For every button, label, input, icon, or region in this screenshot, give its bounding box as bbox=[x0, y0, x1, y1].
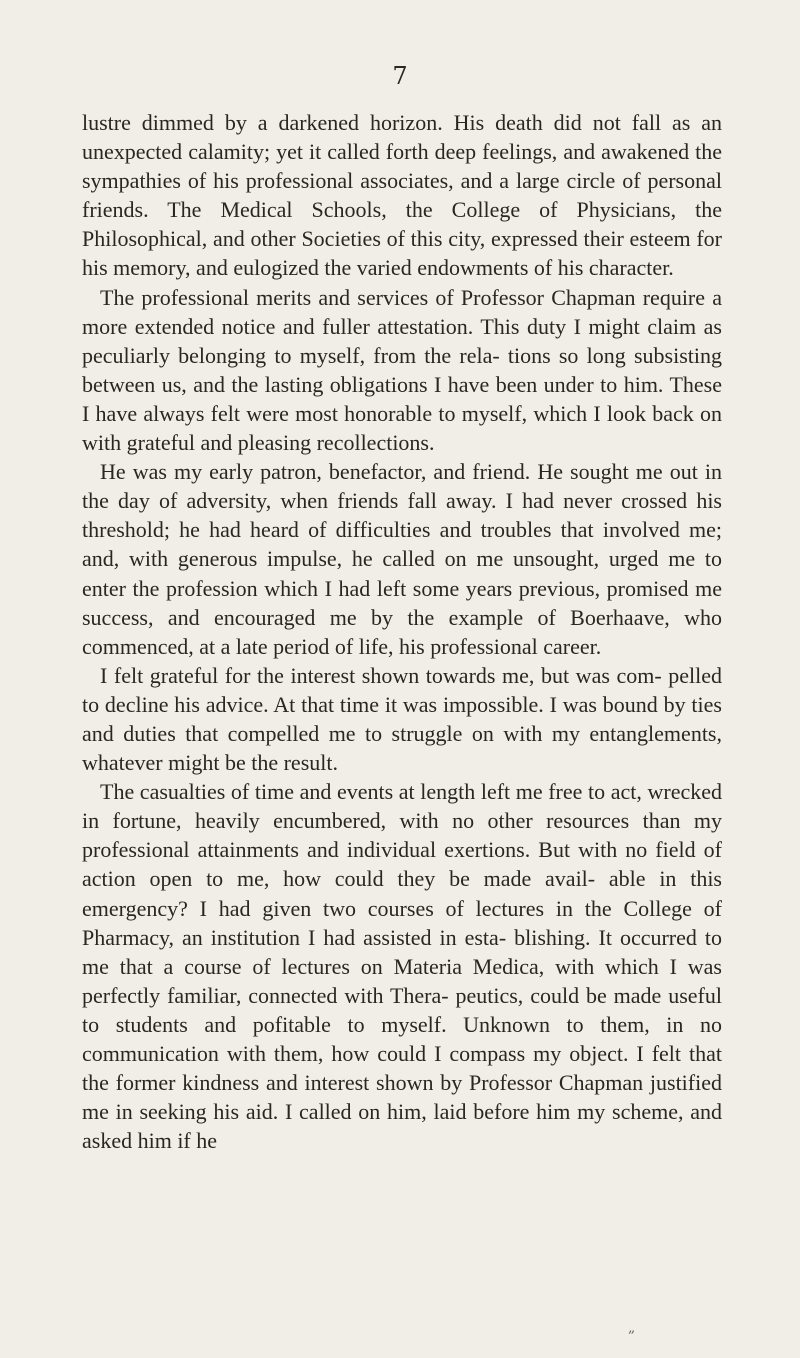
page-number: 7 bbox=[392, 62, 408, 90]
paragraph-2: The professional merits and services of Professor Chapman require a more extended notice and fuller attestation. This duty I might claim as peculiarly belonging to myself, from the rela- tions so long subsisting between us, and the lasting obligations I have been under to him. These I have always felt were most honorable to myself, which I look back on with grateful and pleasing recollections. bbox=[82, 284, 722, 456]
paragraph-1: lustre dimmed by a darkened horizon. His death did not fall as an unexpected calamity; yet it called forth deep feelings, and awakened the sympathies of his professional associates, and a large circle of personal friends. The Medical Schools, the College of Physicians, the Philosophical, and other Societies of this city, expressed their esteem for his memory, and eulogized the varied endowments of his character. bbox=[82, 110, 722, 281]
paragraph-4: I felt grateful for the interest shown towards me, but was com- pelled to decline his advice. At that time it was impossible. I was bound by ties and duties that compelled me to struggle on with my entanglements, whatever might be the result. bbox=[82, 662, 722, 776]
printer-mark: „ bbox=[628, 1320, 636, 1336]
paragraph-5: The casualties of time and events at length left me free to act, wrecked in fortune, heavily encumbered, with no other resources than my professional attainments and individual exertions. But with no field of action open to me, how could they be made avail- able in this emergency? I had given two courses of lectures in the College of Pharmacy, an institution I had assisted in esta- blishing. It occurred to me that a course of lectures on Materia Medica, with which I was perfectly familiar, connected with Thera- peutics, could be made useful to students and pofitable to myself. Unknown to them, in no communication with them, how could I compass my object. I felt that the former kindness and interest shown by Professor Chapman justified me in seeking his aid. I called on him, laid before him my scheme, and asked him if he bbox=[82, 779, 722, 1154]
paragraph-3: He was my early patron, benefactor, and friend. He sought me out in the day of adversity, when friends fall away. I had never crossed his threshold; he had heard of difficulties and troubles that involved me; and, with generous impulse, he called on me unsought, urged me to enter the profession which I had left some years previous, promised me success, and encouraged me by the example of Boerhaave, who commenced, at a late period of life, his professional career. bbox=[82, 459, 722, 659]
body-text bbox=[82, 108, 722, 1155]
